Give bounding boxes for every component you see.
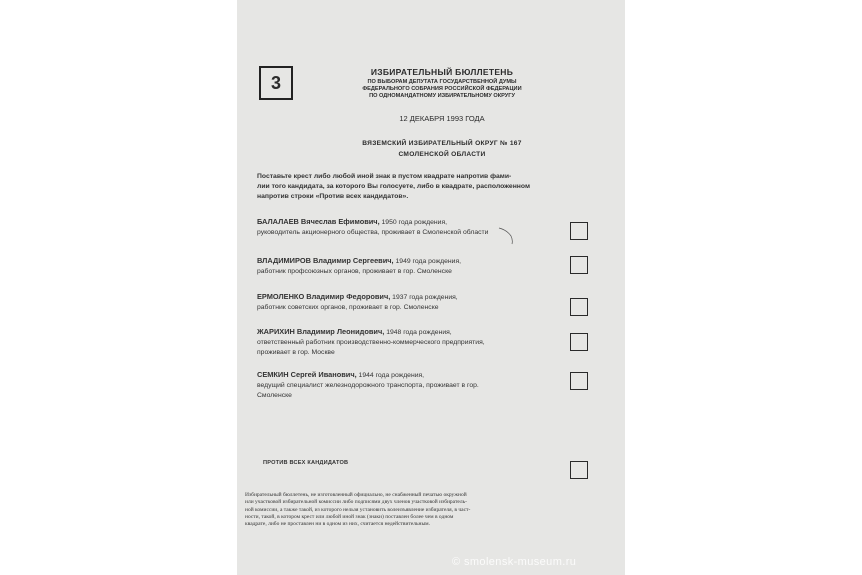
candidate-birth: 1948 года рождения, (384, 329, 452, 336)
candidate-birth: 1937 года рождения, (390, 294, 458, 301)
candidate-name: СЕМКИН Сергей Иванович, (257, 370, 357, 379)
candidate-info: работник советских органов, проживает в гор. Смоленске (257, 304, 439, 311)
district-line: СМОЛЕНСКОЙ ОБЛАСТИ (398, 151, 486, 158)
candidate-info: руководитель акционерного общества, проживает в Смоленской области (257, 229, 489, 236)
candidate-info: работник профсоюзных органов, проживает в гор. Смоленске (257, 268, 452, 275)
candidate-name: ВЛАДИМИРОВ Владимир Сергеевич, (257, 256, 394, 265)
instruction-line: Поставьте крест либо любой иной знак в пустом квадрате напротив фами- (257, 173, 512, 180)
ballot-number: 3 (259, 66, 293, 100)
election-date: 12 ДЕКАБРЯ 1993 ГОДА (399, 114, 485, 123)
ballot-sheet (237, 0, 625, 575)
subtitle-line: ПО ВЫБОРАМ ДЕПУТАТА ГОСУДАРСТВЕННОЙ ДУМЫ (367, 79, 517, 85)
instruction-line: лии того кандидата, за которого Вы голосуете, либо в квадрате, расположенном (257, 183, 530, 190)
subtitle-line: ФЕДЕРАЛЬНОГО СОБРАНИЯ РОССИЙСКОЙ ФЕДЕРАЦИИ (362, 86, 522, 92)
pen-mark (237, 0, 625, 575)
candidate-name: БАЛАЛАЕВ Вячеслав Ефимович, (257, 217, 380, 226)
candidate-info: проживает в гор. Москве (257, 349, 335, 356)
footnote-line: ной комиссии, а также такой, из которого нельзя установить волеизъявление избирателя, в част- (245, 506, 471, 513)
candidate-birth: 1949 года рождения, (393, 258, 462, 265)
candidate-info: Смоленске (257, 392, 292, 399)
watermark: © smolensk-museum.ru (452, 556, 577, 568)
instruction-line: напротив строки «Против всех кандидатов». (257, 193, 409, 200)
candidate-info: ответственный работник производственно-коммерческого предприятия, (257, 339, 485, 346)
against-all-label: ПРОТИВ ВСЕХ КАНДИДАТОВ (263, 460, 349, 466)
footnote-line: ности, такой, в котором крест или любой иной знак (знаки) поставлен более чем в одном (245, 513, 454, 520)
candidate-info: ведущий специалист железнодорожного транспорта, проживает в гор. (257, 382, 479, 389)
footnote-line: квадрате, либо не проставлен ни в одном из них, считается недействительным. (245, 521, 431, 528)
district-line: ВЯЗЕМСКИЙ ИЗБИРАТЕЛЬНЫЙ ОКРУГ № 167 (362, 140, 522, 147)
ballot-title: ИЗБИРАТЕЛЬНЫЙ БЮЛЛЕТЕНЬ (370, 67, 514, 77)
footnote-line: Избирательный бюллетень, не изготовленный официально, не снабженный печатью окружной (245, 492, 467, 498)
footnote-line: или участковой избирательной комиссии либо подписями двух членов участковой избиратель- (245, 499, 467, 506)
candidate-name: ЕРМОЛЕНКО Владимир Федорович, (257, 292, 391, 301)
candidate-name: ЖАРИХИН Владимир Леонидович, (257, 327, 385, 336)
subtitle-line: ПО ОДНОМАНДАТНОМУ ИЗБИРАТЕЛЬНОМУ ОКРУГУ (369, 93, 515, 99)
candidate-birth: 1944 года рождения, (356, 372, 425, 379)
candidate-birth: 1950 года рождения, (379, 219, 448, 226)
